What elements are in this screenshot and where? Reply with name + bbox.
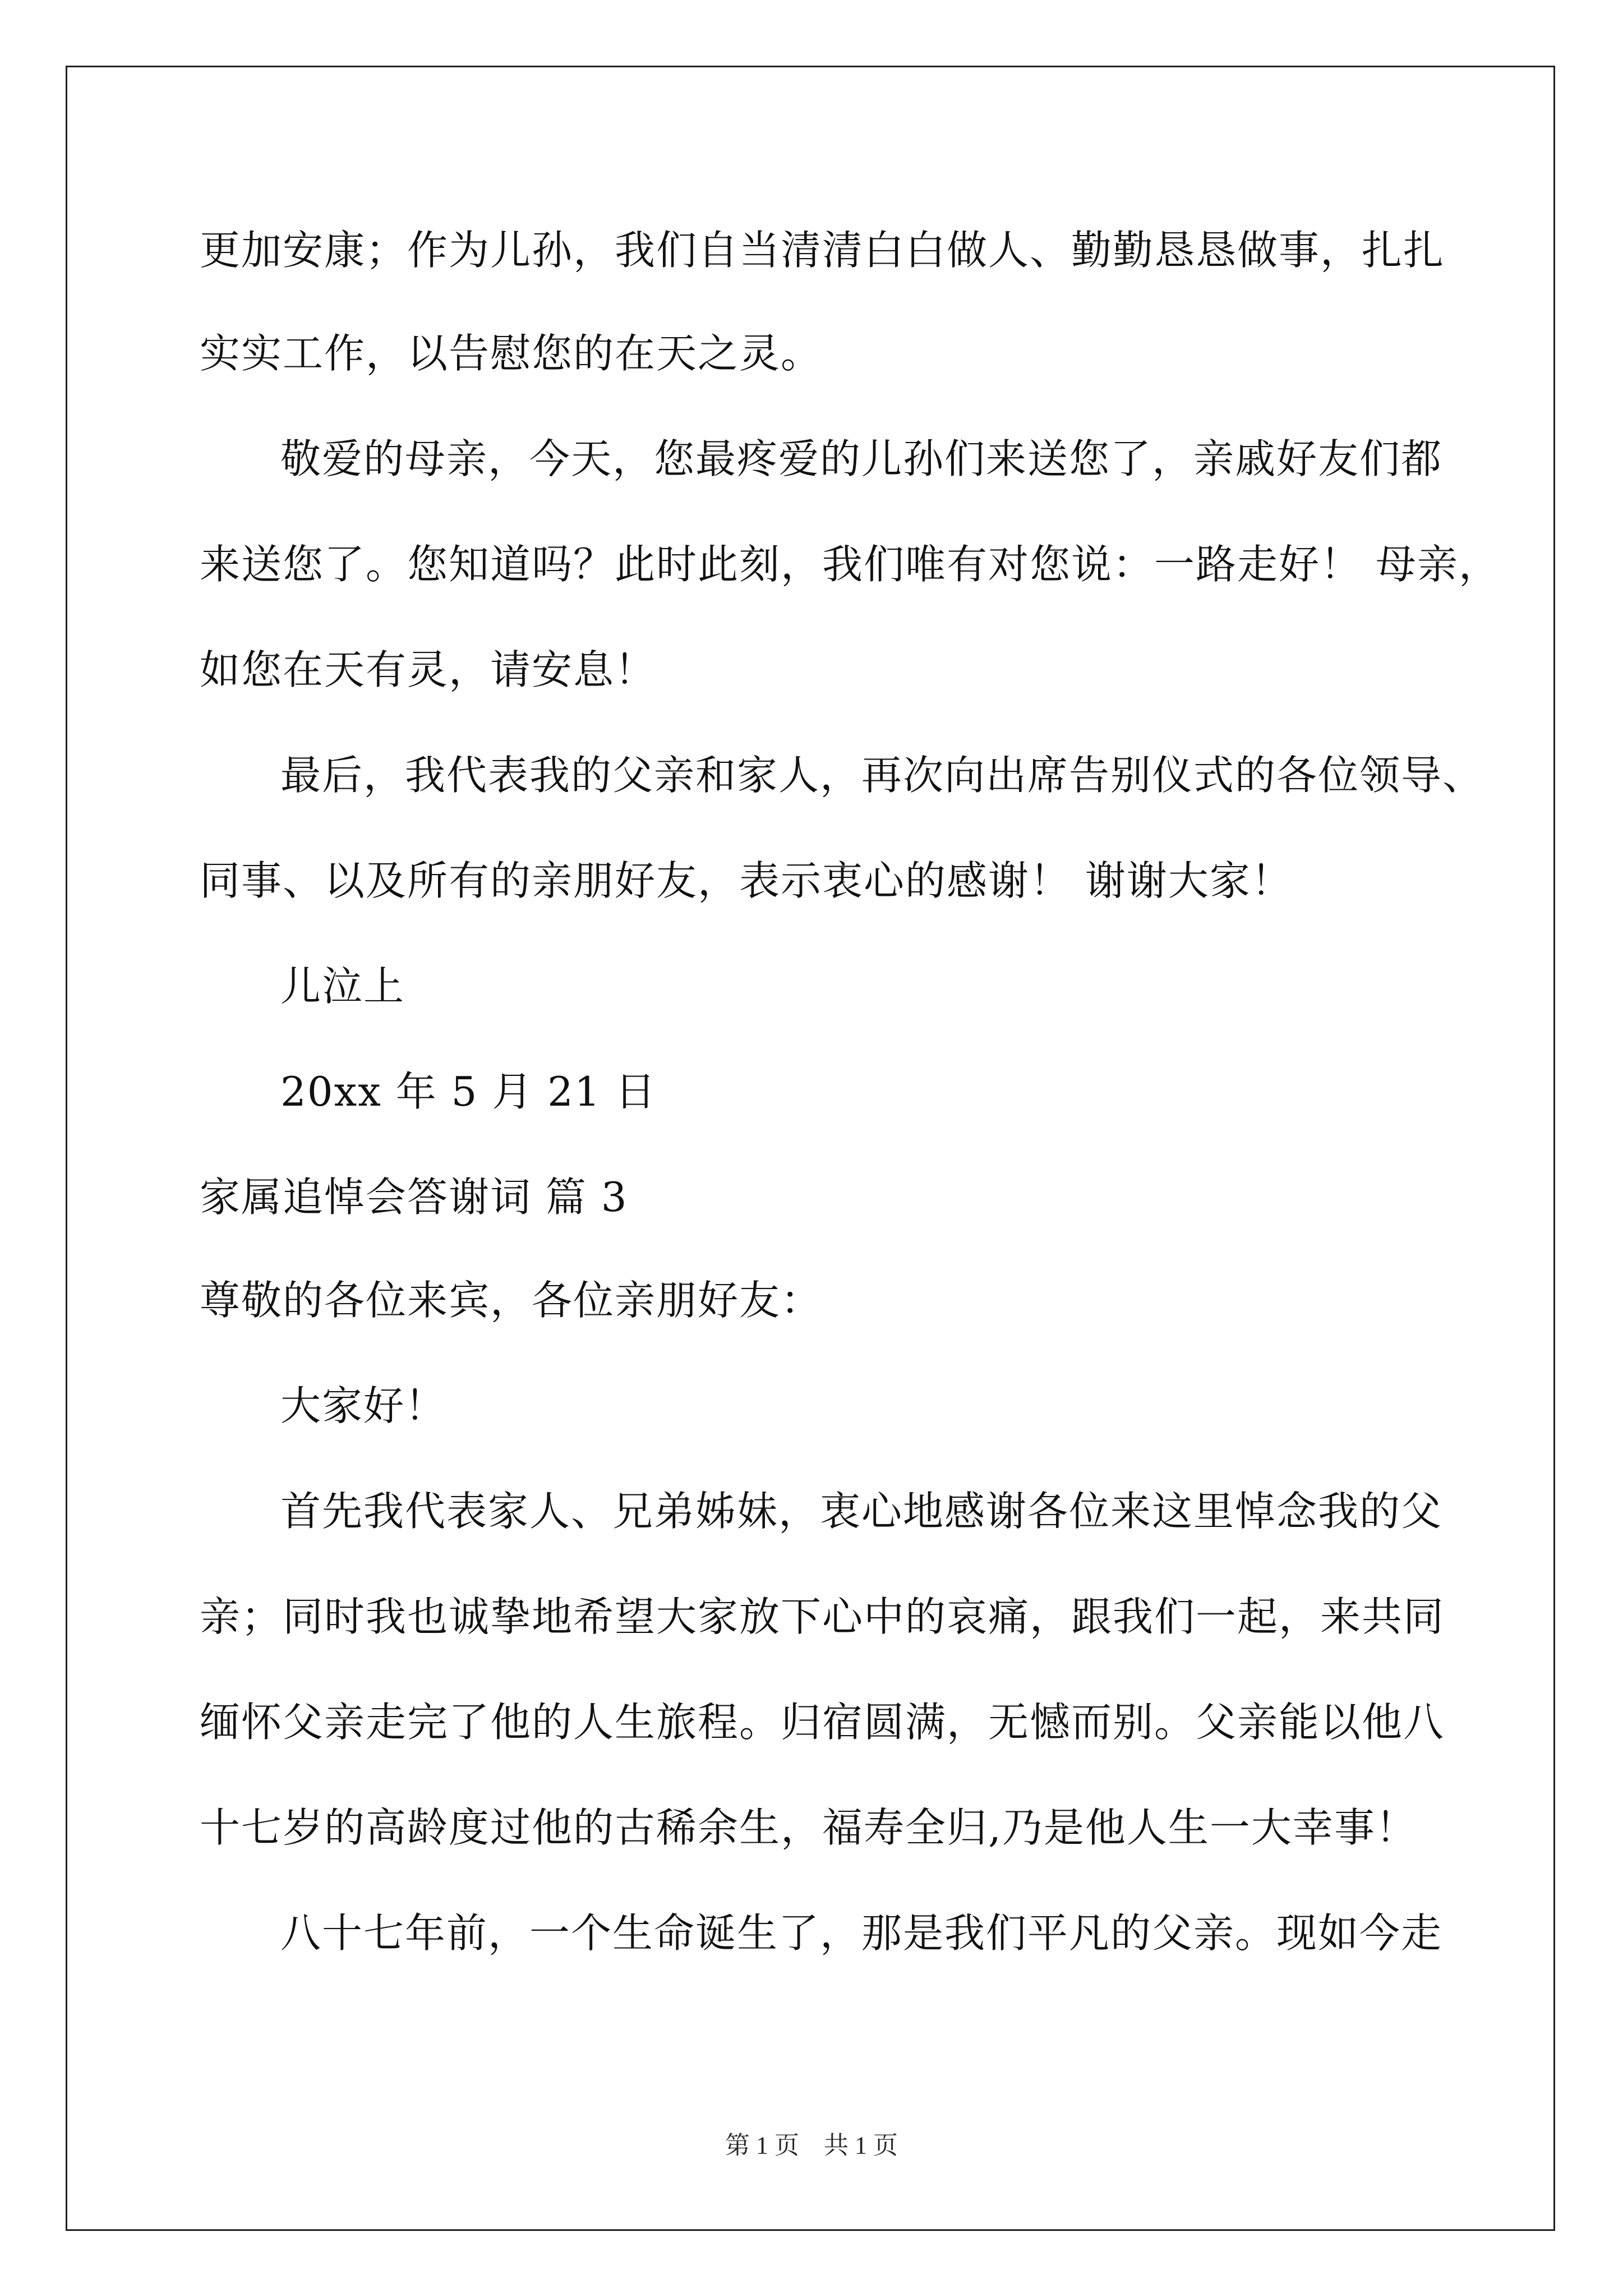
paragraph-line: 首先我代表家人、兄弟姊妹，衷心地感谢各位来这里悼念我的父 bbox=[280, 1488, 1443, 1535]
greeting-line: 大家好！ bbox=[280, 1382, 447, 1429]
paragraph-line: 十七岁的高龄度过他的古稀余生，福寿全归,乃是他人生一大幸事！ bbox=[200, 1804, 1417, 1851]
paragraph-line: 敬爱的母亲，今天，您最疼爱的儿孙们来送您了，亲戚好友们都 bbox=[280, 435, 1443, 482]
page-number-footer: 第 1 页 共 1 页 bbox=[725, 2132, 898, 2159]
signature-line: 儿泣上 bbox=[280, 963, 405, 1010]
paragraph-line: 更加安康；作为儿孙，我们自当清清白白做人、勤勤恳恳做事，扎扎 bbox=[200, 227, 1445, 274]
paragraph-line: 如您在天有灵，请安息！ bbox=[200, 646, 657, 693]
paragraph-line: 亲；同时我也诚挚地希望大家放下心中的哀痛，跟我们一起，来共同 bbox=[200, 1593, 1445, 1640]
paragraph-line: 最后，我代表我的父亲和家人，再次向出席告别仪式的各位领导、 bbox=[280, 752, 1484, 799]
section-heading: 家属追悼会答谢词 篇 3 bbox=[200, 1174, 628, 1221]
paragraph-line: 缅怀父亲走完了他的人生旅程。归宿圆满，无憾而别。父亲能以他八 bbox=[200, 1699, 1445, 1746]
salutation-line: 尊敬的各位来宾，各位亲朋好友： bbox=[200, 1277, 823, 1324]
date-line: 20xx 年 5 月 21 日 bbox=[280, 1068, 657, 1115]
paragraph-line: 八十七年前，一个生命诞生了，那是我们平凡的父亲。现如今走 bbox=[280, 1910, 1443, 1957]
paragraph-line: 实实工作，以告慰您的在天之灵。 bbox=[200, 330, 823, 377]
paragraph-line: 来送您了。您知道吗？此时此刻，我们唯有对您说：一路走好！ 母亲， bbox=[200, 541, 1500, 588]
paragraph-line: 同事、以及所有的亲朋好友，表示衷心的感谢！ 谢谢大家！ bbox=[200, 857, 1293, 904]
